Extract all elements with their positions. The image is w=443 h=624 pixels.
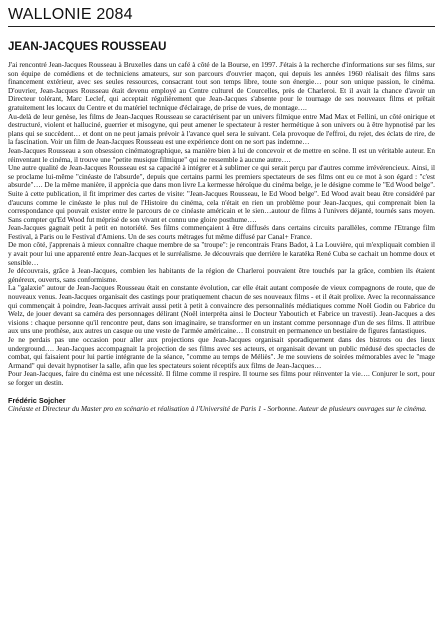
paragraph: Jean-Jacques gagnait petit à petit en notoriété. Ses films commençaient à être diffusés dans certains circuits parallèles, comme l'Etrange film Festival, à Paris ou le Festival d'Amiens. Un de ses courts métrages fut même diffusé par Canal+ France. — [8, 224, 435, 241]
author-signature — [8, 396, 435, 414]
document-page — [8, 6, 435, 413]
paragraph: J'ai rencontré Jean-Jacques Rousseau à Bruxelles dans un café à côté de la Bourse, en 1997. J'étais à la recherche d'informations sur ses films, sur son équipe de comédiens et de techniciens amateurs, sur son parcours d'ouvrier maçon, qui depuis les années 1960 réalisait des films sans financement extérieur, avec ses seules ressources, consacrant tout son temps libre, toute son énergie… pour son unique passion, le cinéma. D'ouvrier, Jean-Jacques Rousseau était devenu employé au Centre culturel de Courcelles, près de Charleroi. Et il avait la chance d'avoir un Directeur tolérant, Marc Leclef, qui acceptait régulièrement que Jean-Jacques s'absente pour le tournage de ses nouveaux films et prêtait gratuitement les locaux du Centre et du matériel technique d'éclairage, de prise de vues, de montage…. — [8, 61, 435, 112]
article-title: JEAN-JACQUES ROUSSEAU — [8, 41, 167, 53]
author-name: Frédéric Sojcher — [8, 395, 66, 405]
paragraph: Je découvrais, grâce à Jean-Jacques, combien les habitants de la région de Charleroi pouvaient être touchés par la grâce, combien ils étaient généreux, ouverts, sans conformisme. — [8, 267, 435, 284]
paragraph: Au-delà de leur genèse, les films de Jean-Jacques Rousseau se caractérisent par un univers filmique entre Mad Max et Fellini, un côté onirique et destructuré, violent et halluciné, guerrier et misogyne, qui peut amener le spectateur à rester hermétique à son univers ou à être hypnotisé par les plans qui se succèdent… et dont on ne peut jamais prévoir à l'avance quel sera le suivant. Cela provoque de l'effroi, du rejet, des éclats de rire, de la fascination. Voir un film de Jean-Jacques Rousseau est une expérience dont on ne sort pas indemne… — [8, 112, 435, 147]
paragraph: De mon côté, j'apprenais à mieux connaître chaque membre de sa "troupe": je rencontrais Frans Badot, à La Louvière, qui m'expliquait combien il y avait pour lui une apparenté entre Jean-Jacques et le surréalisme. Je découvrais que derrière le karatéka René Cuba se cachait un homme doux et sensible… — [8, 241, 435, 267]
paragraph: Jean-Jacques Rousseau a son obsession cinématographique, sa manière bien à lui de concevoir et de mettre en scène. Il est un véritable auteur. En réinventant le cinéma, il trouve une "petite musique filmique" qui ne ressemble à aucune autre…. — [8, 146, 435, 164]
publication-title: WALLONIE 2084 — [8, 6, 133, 23]
author-description: Cinéaste et Directeur du Master pro en scénario et réalisation à l'Université de Paris 1 - Sorbonne. Auteur de plusieurs ouvrages sur le cinéma. — [8, 404, 427, 413]
article-body — [8, 61, 435, 388]
header-divider — [8, 26, 435, 27]
paragraph: La "galaxie" autour de Jean-Jacques Rousseau était en constante évolution, car elle était autant composée de vieux compagnons de route, que de nouveaux venus. Jean-Jacques organisait des castings pour pratiquement chacun de ses nouveaux films - et il était prolixe. Avec la reconnaissance qui commençait à poindre, Jean-Jacques arrivait aussi petit à petit à convaincre des personnalités médiatiques comme Noël Godin ou Fabrice du Welz, de jouer devant sa caméra des personnages délirant (Noël interpréta ainsi le Docteur Yaboutich et Fabrice un travesti). Jean-Jacques a des visions : chaque personne qu'il rencontre peut, dans son imaginaire, se transformer en un instant comme personnage d'un de ses films. Il attribue aux uns une prothèse, aux autres un casque ou une veste de l'armée américaine… Il construit en permanence un bestiaire de figures fantastiques. — [8, 284, 435, 336]
paragraph: Je ne perdais pas une occasion pour aller aux projections que Jean-Jacques organisait sporadiquement dans des bistrots ou des lieux underground…. Jean-Jacques accompagnait la projection de ses films avec ses acteurs, et organisait devant un public médusé des spectacles de combat, qui faisaient pour lui partie intégrante de la séance, "comme au temps de Méliès". Je me souviens de soirées mémorables avec le "mage Armand" qui devait hypnotiser la salle, afin que les spectateurs soient réceptifs aux films de Jean-Jacques… — [8, 336, 435, 370]
paragraph: Une autre qualité de Jean-Jacques Rousseau est sa capacité à intégrer et à sublimer ce qui serait perçu par d'autres comme irrévérencieux. Ainsi, il se proclame lui-même "cinéaste de l'absurde", depuis que certains parmi les premiers spectateurs de ses films ont eu ce mot à son égard : "c'est absurde"…. De la même manière, il apprécia que dans mon livre La kermesse héroïque du cinéma belge, je le désigne comme le "Ed Wood belge". Suite à cette publication, il fit imprimer des cartes de visite: "Jean-Jacques Rousseau, le Ed Wood belge". Ed Wood avait beau être considéré par d'aucuns comme le cinéaste le plus nul de l'Histoire du cinéma, cela n'était en rien un problème pour Jean-Jacques, qui comprenait bien la correspondance qui pouvait exister entre le parcours de ce cinéaste américain et le sien…autour de films à l'univers déjanté, tournés sans moyen. Sans compter qu'Ed Wood fut méprisé de son vivant et connu une gloire posthume…. — [8, 164, 435, 224]
paragraph: Pour Jean-Jacques, faire du cinéma est une nécessité. Il filme comme il respire. Il tourne ses films pour réinventer la vie…. Conjurer le sort, pour se forger un destin. — [8, 370, 435, 387]
